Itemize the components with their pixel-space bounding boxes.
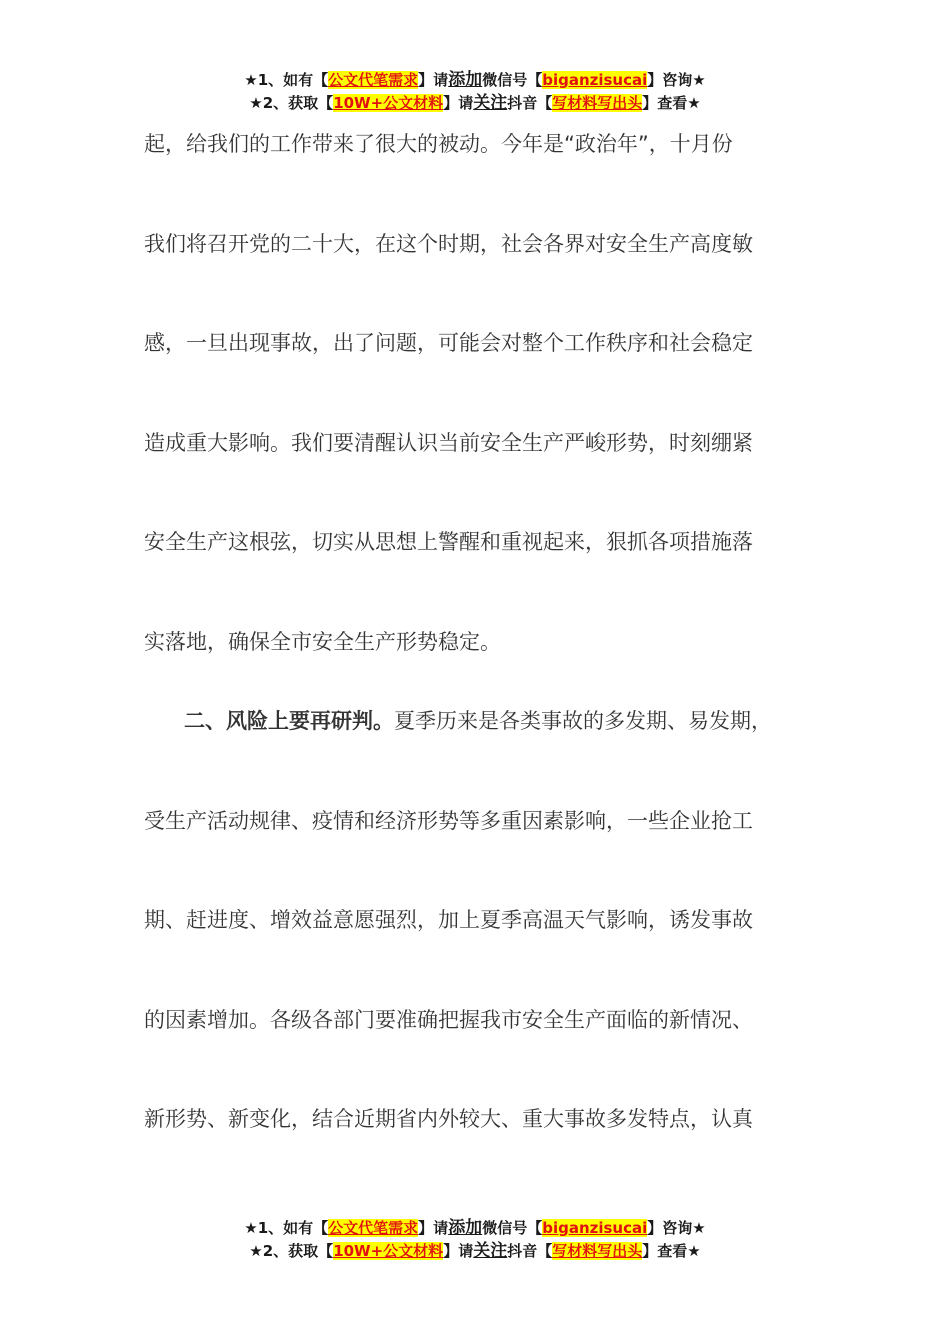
- star-icon: ★: [249, 1242, 263, 1260]
- banner-line-1: ★1、如有【公文代笔需求】请添加微信号【biganzisucai】咨询★: [244, 70, 706, 90]
- body-line: 的因素增加。各级各部门要准确把握我市安全生产面临的新情况、: [144, 1008, 753, 1032]
- star-icon: ★: [692, 71, 706, 89]
- banner-line-2: ★2、获取【10W+公文材料】请关注抖音【写材料写出头】查看★: [249, 1241, 701, 1261]
- banner-line-2: ★2、获取【10W+公文材料】请关注抖音【写材料写出头】查看★: [249, 93, 701, 113]
- highlight-materials: 10W+公文材料: [333, 1242, 444, 1260]
- highlight-materials: 10W+公文材料: [333, 94, 444, 112]
- highlight-douyin-id: 写材料写出头: [552, 1242, 643, 1260]
- body-line: 造成重大影响。我们要清醒认识当前安全生产严峻形势，时刻绷紧: [144, 431, 753, 455]
- emphasis-follow: 关注: [473, 93, 508, 113]
- body-line: 我们将召开党的二十大，在这个时期，社会各界对安全生产高度敏: [144, 232, 753, 256]
- emphasis-follow: 关注: [473, 1241, 508, 1261]
- section-heading-line: 二、风险上要再研判。夏季历来是各类事故的多发期、易发期，: [184, 709, 772, 733]
- footer-banner: [0, 1217, 950, 1263]
- emphasis-add: 添加: [448, 1218, 483, 1238]
- star-icon: ★: [692, 1219, 706, 1237]
- star-icon: ★: [244, 71, 258, 89]
- body-line: 起，给我们的工作带来了很大的被动。今年是“政治年”，十月份: [144, 132, 733, 156]
- star-icon: ★: [249, 94, 263, 112]
- star-icon: ★: [687, 1242, 701, 1260]
- banner-line-1: ★1、如有【公文代笔需求】请添加微信号【biganzisucai】咨询★: [244, 1218, 706, 1238]
- header-banner: [0, 69, 950, 115]
- highlight-wechat-id: biganzisucai: [542, 71, 648, 89]
- body-line: 实落地，确保全市安全生产形势稳定。: [144, 630, 501, 654]
- body-line: 期、赶进度、增效益意愿强烈，加上夏季高温天气影响，诱发事故: [144, 908, 753, 932]
- highlight-service: 公文代笔需求: [328, 1219, 419, 1237]
- body-line: 受生产活动规律、疫情和经济形势等多重因素影响，一些企业抢工: [144, 809, 753, 833]
- highlight-service: 公文代笔需求: [328, 71, 419, 89]
- highlight-wechat-id: biganzisucai: [542, 1219, 648, 1237]
- body-line: 安全生产这根弦，切实从思想上警醒和重视起来，狠抓各项措施落: [144, 530, 753, 554]
- body-line: 感，一旦出现事故，出了问题，可能会对整个工作秩序和社会稳定: [144, 331, 753, 355]
- section-heading: 二、风险上要再研判。: [184, 709, 394, 733]
- emphasis-add: 添加: [448, 70, 483, 90]
- star-icon: ★: [687, 94, 701, 112]
- body-line: 新形势、新变化，结合近期省内外较大、重大事故多发特点，认真: [144, 1107, 753, 1131]
- star-icon: ★: [244, 1219, 258, 1237]
- highlight-douyin-id: 写材料写出头: [552, 94, 643, 112]
